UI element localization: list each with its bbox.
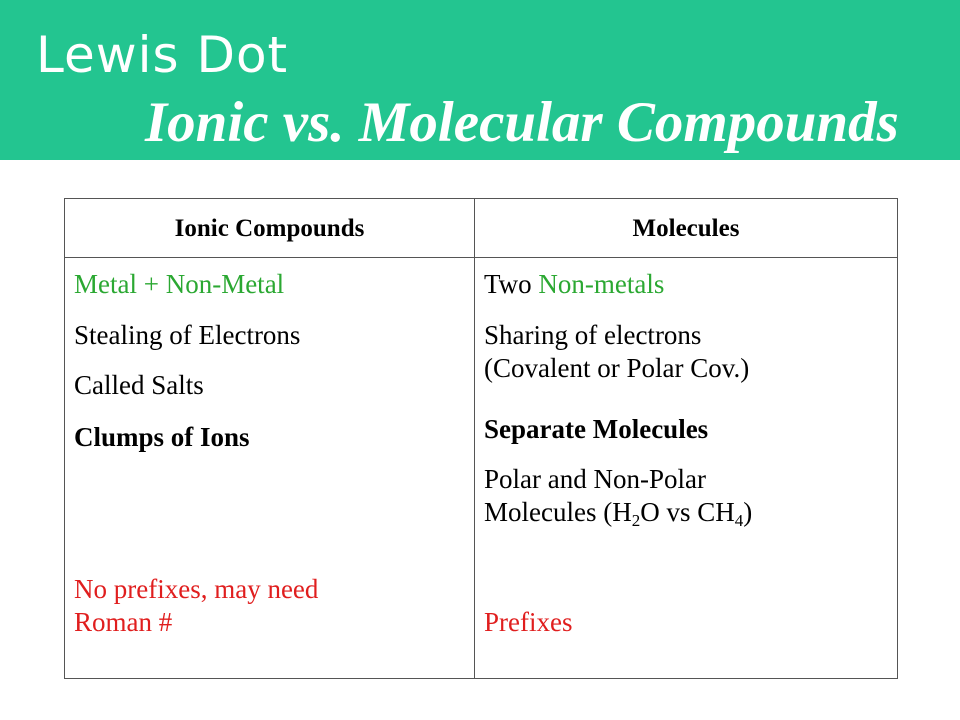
molecular-item1-highlight: Non-metals: [538, 269, 665, 299]
ionic-item-stealing-electrons: Stealing of Electrons: [74, 320, 301, 350]
molecular-item-sharing-line1: Sharing of electrons: [484, 320, 702, 350]
molecular-item1-prefix: Two: [484, 269, 539, 299]
ionic-item-clumps-of-ions: Clumps of Ions: [74, 422, 250, 452]
ionic-naming-line1: No prefixes, may need: [74, 574, 319, 604]
slide-title: Lewis Dot: [36, 26, 289, 84]
molecular-item-polar-line2: [484, 496, 752, 529]
header-ionic-compounds: Ionic Compounds: [174, 215, 365, 242]
water-subscript: 2: [631, 511, 641, 530]
molecular-naming-prefixes: Prefixes: [484, 607, 573, 637]
polar-line2-part-c: ): [743, 497, 753, 527]
header-molecules: Molecules: [632, 215, 740, 242]
polar-line2-part-b: O vs CH: [640, 497, 735, 527]
title-banner: [0, 0, 960, 160]
molecular-item-separate-molecules: Separate Molecules: [484, 414, 709, 444]
ionic-item-metal-nonmetal: Metal + Non-Metal: [74, 269, 285, 299]
ionic-naming-line2: Roman #: [74, 607, 173, 637]
table-header-row: [65, 199, 897, 258]
column-divider: [474, 199, 475, 678]
molecular-item-polar-line1: Polar and Non-Polar: [484, 464, 706, 494]
slide-subtitle: Ionic vs. Molecular Compounds: [145, 91, 899, 154]
comparison-table: [64, 198, 898, 679]
molecular-item-two-nonmetals: [484, 268, 664, 301]
molecular-item-sharing-line2: (Covalent or Polar Cov.): [484, 353, 750, 383]
methane-subscript: 4: [734, 511, 744, 530]
polar-line2-part-a: Molecules (H: [484, 497, 632, 527]
ionic-item-called-salts: Called Salts: [74, 370, 204, 400]
